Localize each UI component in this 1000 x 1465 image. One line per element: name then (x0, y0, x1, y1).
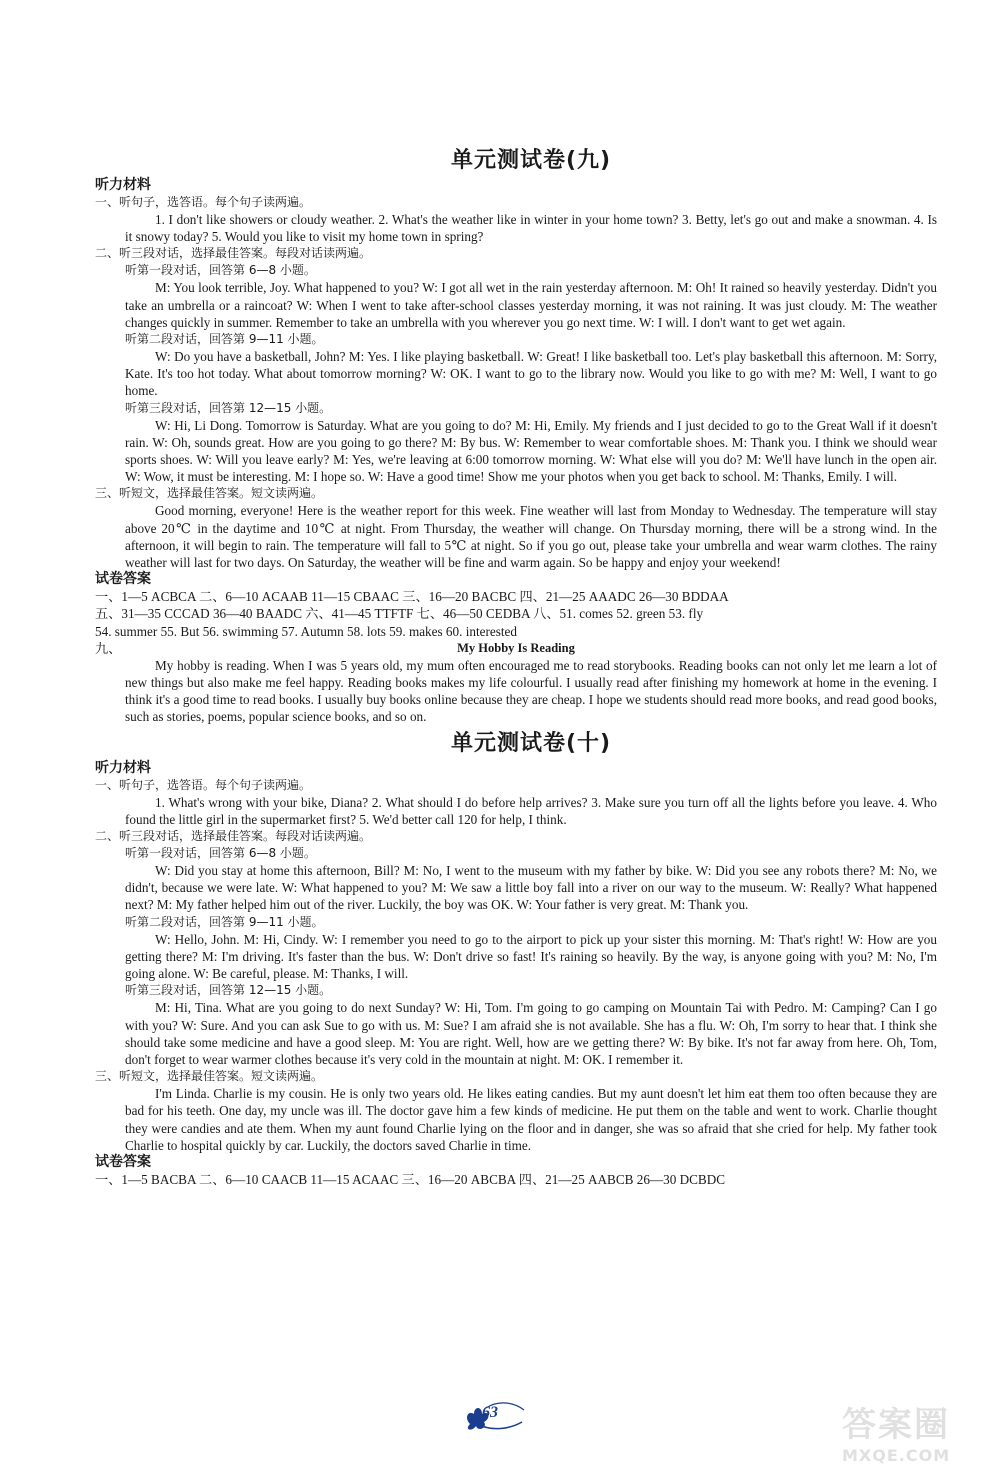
unit10-part1-instruction: 一、听句子，选答语。每个句子读两遍。 (95, 777, 312, 792)
unit10-dialog3-text: M: Hi, Tina. What are you going to do next Sunday? W: Hi, Tom. I'm going to go camping on Mountain Tai with Pedro. M: Camping? Can I go with you? W: Sure. And you can ask Sue to go with us. M: Sue? I am afraid she is not available. She has a flu. W: Oh, I'm sorry to hear that. I think she should take some medicine and have a good sleep. M: You are right. Well, how are we getting there? W: By bike. It's not far away from here. Oh, Tom, don't forget to wear warmer clothes because it's very cold in the mountain at night. M: OK. I remember it. (125, 1000, 937, 1067)
unit9-part1-text: 1. I don't like showers or cloudy weather. 2. What's the weather like in winter in your home town? 3. Betty, let's go out and make a snowman. 4. Is it snowy today? 5. Would you like to visit my home town in spring? (125, 212, 937, 245)
page-number: 63 (482, 1404, 498, 1421)
unit10-dialog1-text: W: Did you stay at home this afternoon, Bill? M: No, I went to the museum with my father by bike. W: Did you see any robots there? M: No, we didn't, because we were late. W: What happened to you? M: We saw a little boy fall into a river on our way to the museum. W: Really? What happened next? M: My father helped him out of the river. Luckily, the boy was OK. W: Your father is very great. M: Thank you. (125, 863, 937, 913)
unit9-answers-line: 54. summer 55. But 56. swimming 57. Autumn 58. lots 59. makes 60. interested (95, 623, 517, 639)
page-number-badge (462, 1396, 532, 1434)
unit10-dialog1-label: 听第一段对话，回答第 6—8 小题。 (125, 846, 316, 861)
unit9-essay-header (95, 640, 937, 657)
unit10-title: 单元测试卷(十) (450, 730, 612, 756)
unit9-part3-instruction: 三、听短文，选择最佳答案。短文读两遍。 (95, 486, 324, 501)
unit9-answers-line: 五、31—35 CCCAD 36—40 BAADC 六、41—45 TTFTF 七、46—50 CEDBA 八、51. comes 52. green 53. fly (95, 606, 704, 622)
unit9-listening-heading: 听力材料 (95, 177, 151, 193)
unit9-dialog2-text: W: Do you have a basketball, John? M: Yes. I like playing basketball. W: Great! I like basketball too. Let's play basketball this afternoon. M: Sorry, Kate. It's too hot today. What about tomorrow morning? W: OK. I want to go to the library now. Would you like to go with me? M: Well, I want to go home. (125, 349, 937, 399)
unit9-title: 单元测试卷(九) (450, 148, 612, 173)
answer-page (95, 145, 937, 1188)
unit10-dialog3-label: 听第三段对话，回答第 12—15 小题。 (125, 983, 332, 998)
unit10-answers-heading: 试卷答案 (95, 1153, 151, 1170)
unit9-answers-line: 一、1—5 ACBCA 二、6—10 ACAAB 11—15 CBAAC 三、16—20 BACBC 四、21—25 AAADC 26—30 BDDAA (95, 589, 729, 605)
unit10-dialog2-label: 听第二段对话，回答第 9—11 小题。 (125, 914, 324, 929)
unit9-dialog3-label: 听第三段对话，回答第 12—15 小题。 (125, 400, 332, 415)
unit10-dialog2-text: W: Hello, John. M: Hi, Cindy. W: I remember you need to go to the airport to pick up your sister this morning. M: That's right! W: How are you getting there? M: I'm driving. It's faster than the bus. W: Don't drive so fast! It's raining so heavily. By the way, is anyone going with you? M: No, I'm going alone. W: Be careful, please. M: Thanks, I will. (125, 931, 937, 982)
unit10-answers-line: 一、1—5 BACBA 二、6—10 CAACB 11—15 ACAAC 三、16—20 ABCBA 四、21—25 AABCB 26—30 DCBDC (95, 1171, 726, 1187)
unit9-part2-instruction: 二、听三段对话，选择最佳答案。每段对话读两遍。 (95, 246, 372, 261)
unit9-part3-text: Good morning, everyone! Here is the weather report for this week. Fine weather will last from Monday to Wednesday. The temperature will stay above 20℃ in the daytime and 10℃ at night. From Thursday, the weather will change. On Thursday morning, there will be a strong wind. In the afternoon, it will begin to rain. The temperature will fall to 5℃ at night. So if you go out, please take your umbrella and wear warm clothes. The rainy weather will last for two days. On Saturday, the weather will be fine and warm again. So be happy and enjoy your weekend! (125, 503, 937, 571)
unit9-dialog2-label: 听第二段对话，回答第 9—11 小题。 (125, 332, 324, 347)
unit9-dialog3-text: W: Hi, Li Dong. Tomorrow is Saturday. What are you going to do? M: Hi, Emily. My friends and I just decided to go to the Great Wall if it doesn't rain. W: Oh, sounds great. How are you going to go there? M: By bus. W: Remember to wear comfortable shoes. M: Thank you. I think we should wear sports shoes. W: Will you leave early? M: Yes, we're leaving at 6:00 tomorrow morning. W: What else will you do? M: We'll have lunch in the open air. W: Wow, it must be interesting. M: I hope so. W: Have a good time! Show me your photos when you get back to school. M: Thanks, Emily. I will. (125, 417, 937, 485)
watermark-url: MXQE.COM (842, 1446, 951, 1465)
unit9-essay-text: My hobby is reading. When I was 5 years old, my mum often encouraged me to read storybooks. Reading books can not only let me learn a lot of new things but also make me feel happy. Reading books makes my life colourful. I usually read after finishing my homework at home in the evening. I think it's a good time to read books. I usually buy books online because they are cheap. I hope we students should read more books, and read good books, such as stories, poems, popular science books, and so on. (125, 657, 937, 725)
unit10-part3-instruction: 三、听短文，选择最佳答案。短文读两遍。 (95, 1069, 324, 1084)
unit9-part1-instruction: 一、听句子，选答语。每个句子读两遍。 (95, 195, 312, 209)
unit9-essay-label: 九、 (95, 640, 122, 656)
unit10-part1-text: 1. What's wrong with your bike, Diana? 2. What should I do before help arrives? 3. Make sure you turn off all the lights before you leave. 4. Who found the little girl in the supermarket first? 5. We'd better call 120 for help, I think. (125, 794, 937, 827)
unit9-dialog1-text: M: You look terrible, Joy. What happened to you? W: I got all wet in the rain yesterday afternoon. M: Oh! It rained so heavily yesterday. Didn't you take an umbrella or a raincoat? W: When I went to take after-school classes yesterday morning, it was not raining. It was just cloudy. M: The weather changes quickly in summer. Remember to take an umbrella with you wherever you go next time. W: I will. I don't want to get wet again. (125, 280, 937, 330)
unit9-essay-title: My Hobby Is Reading (457, 640, 575, 655)
watermark-logo-text: 答案圈 (842, 1405, 950, 1445)
unit10-listening-heading: 听力材料 (95, 759, 151, 776)
unit9-answers-heading: 试卷答案 (95, 571, 151, 588)
watermark (842, 1397, 992, 1465)
unit10-part2-instruction: 二、听三段对话，选择最佳答案。每段对话读两遍。 (95, 829, 372, 844)
unit9-dialog1-label: 听第一段对话，回答第 6—8 小题。 (125, 263, 316, 278)
unit10-part3-text: I'm Linda. Charlie is my cousin. He is only two years old. He likes eating candies. But my aunt doesn't let him eat them too often because they are bad for his teeth. One day, my uncle was ill. The doctor gave him a few kinds of medicine. He put them on the table and went to work. Charlie thought they were candies and ate them. When my aunt found Charlie lying on the floor and in danger, she was so afraid that she cried for help. My father took Charlie to hospital quickly by car. Luckily, the doctors saved Charlie in time. (125, 1086, 937, 1153)
